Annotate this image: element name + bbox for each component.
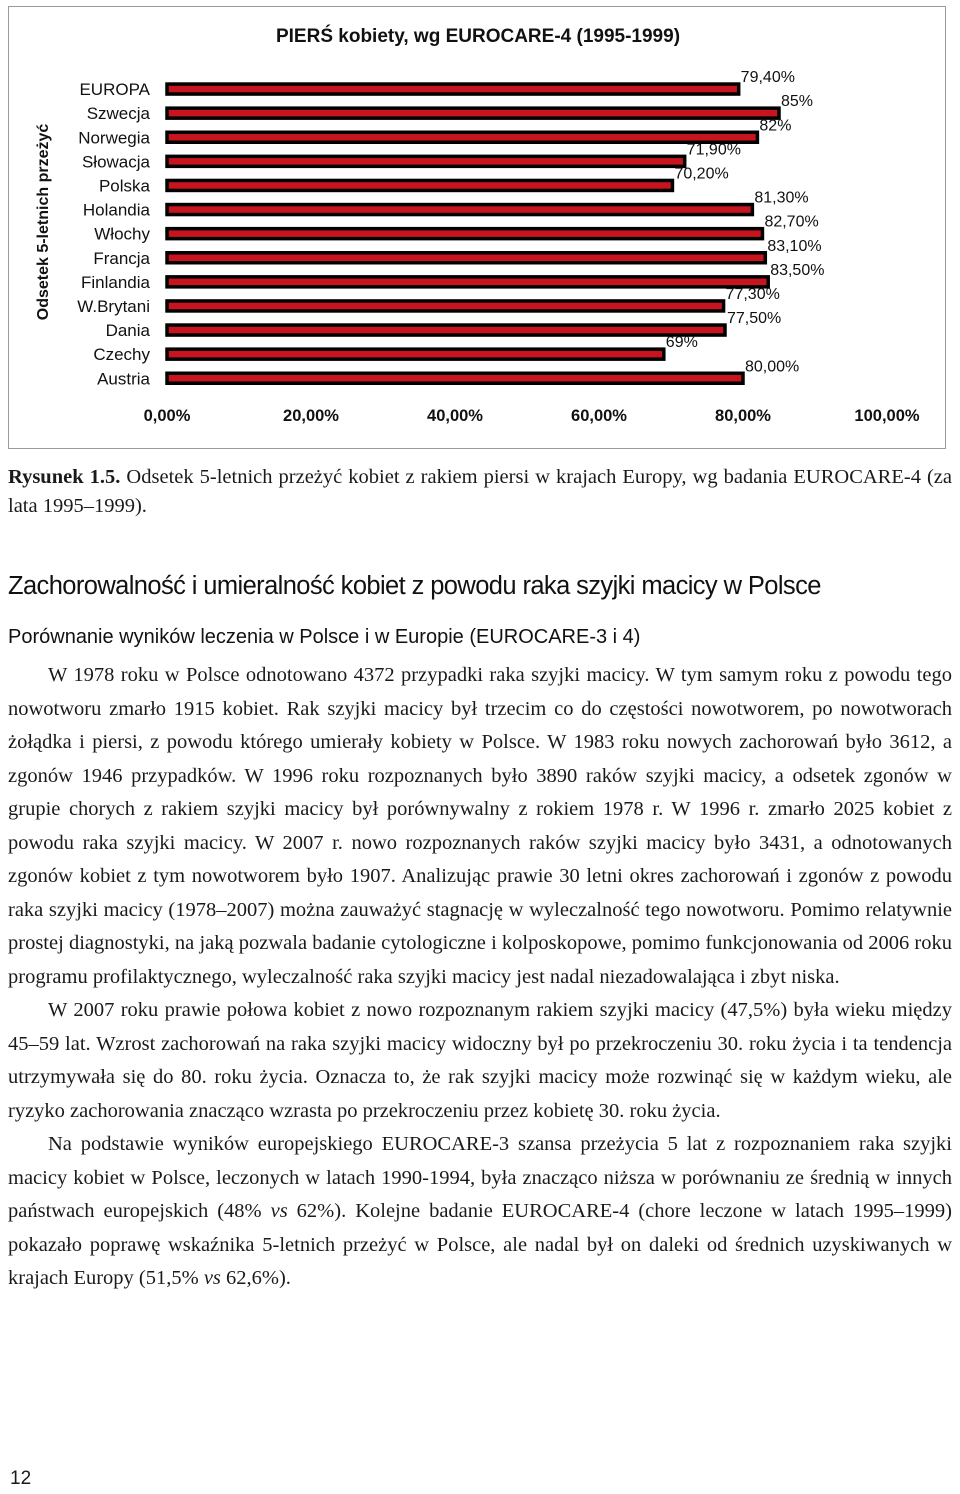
subsection-title: Porównanie wyników leczenia w Polsce i w Europie (EUROCARE-3 i 4) bbox=[8, 626, 641, 648]
data-label: 83,50% bbox=[770, 261, 825, 279]
figure-caption bbox=[8, 463, 952, 521]
data-label: 85% bbox=[781, 93, 814, 111]
paragraph-3-vs-2: vs bbox=[203, 1267, 221, 1289]
body-text bbox=[8, 659, 952, 1296]
data-label: 82,70% bbox=[764, 213, 819, 231]
bar bbox=[167, 156, 685, 166]
figure-caption-text: Odsetek 5-letnich przeżyć kobiet z rakiem piersi w krajach Europy, wg badania EUROCARE-4 (za lata 1995–1999). bbox=[8, 466, 952, 517]
x-tick-label: 100,00% bbox=[854, 407, 920, 425]
bar bbox=[167, 349, 664, 359]
category-label: Szwecja bbox=[86, 104, 150, 124]
bar bbox=[167, 84, 739, 94]
category-label: Francja bbox=[93, 248, 150, 268]
paragraph-3-part-3: 62,6%). bbox=[220, 1267, 291, 1289]
data-label: 79,40% bbox=[740, 69, 795, 87]
category-label: EUROPA bbox=[79, 80, 150, 100]
survival-bar-chart bbox=[9, 7, 947, 450]
chart-title: PIERŚ kobiety, wg EUROCARE-4 (1995-1999) bbox=[275, 26, 681, 47]
bar bbox=[167, 108, 779, 118]
x-tick-label: 0,00% bbox=[143, 407, 191, 425]
data-label: 71,90% bbox=[686, 141, 741, 159]
data-label: 81,30% bbox=[754, 189, 809, 207]
x-tick-label: 80,00% bbox=[715, 407, 771, 425]
bar bbox=[167, 229, 762, 239]
category-label: Austria bbox=[97, 369, 150, 389]
category-label: Holandia bbox=[82, 200, 150, 220]
data-label: 69% bbox=[665, 334, 698, 352]
y-axis-label: Odsetek 5-letnich przeżyć bbox=[35, 123, 52, 321]
figure-caption-label: Rysunek 1.5. bbox=[8, 466, 121, 488]
category-label: Norwegia bbox=[78, 128, 150, 148]
bar bbox=[167, 253, 765, 263]
bar bbox=[167, 373, 743, 383]
paragraph-3-part-2: 62%). Kolejne badanie EUROCARE-4 (chore leczone w latach 1995–1999) pokazało poprawę wskaźnika 5-letnich przeżyć w Polsce, ale nadal był on daleki od średnich uzyskiwanych w krajach Europy (51,5% bbox=[8, 1200, 953, 1289]
bar bbox=[167, 277, 768, 287]
category-label: Dania bbox=[105, 321, 150, 341]
bar bbox=[167, 180, 672, 190]
bar bbox=[167, 132, 757, 142]
category-label: Polska bbox=[98, 176, 150, 196]
category-label: W.Brytani bbox=[77, 296, 150, 316]
data-label: 80,00% bbox=[745, 358, 800, 376]
bar bbox=[167, 325, 725, 335]
category-label: Słowacja bbox=[81, 152, 150, 172]
data-label: 77,30% bbox=[725, 285, 780, 303]
paragraph-3-part-1: Na podstawie wyników europejskiego EUROCARE-3 szansa przeżycia 5 lat z rozpoznaniem raka szyjki macicy kobiet w Polsce, leczonych w latach 1990-1994, była znacząco niższa w porównaniu ze średnią w innych państwach europejskich (48% bbox=[8, 1133, 952, 1222]
section-title: Zachorowalność i umieralność kobiet z powodu raka szyjki macicy w Polsce bbox=[8, 572, 821, 600]
data-label: 70,20% bbox=[674, 165, 729, 183]
x-tick-label: 20,00% bbox=[283, 407, 339, 425]
data-label: 77,50% bbox=[727, 310, 782, 328]
page-number: 12 bbox=[10, 1468, 32, 1489]
x-tick-label: 60,00% bbox=[571, 407, 627, 425]
paragraph-2: W 2007 roku prawie połowa kobiet z nowo rozpoznanym rakiem szyjki macicy (47,5%) była wieku między 45–59 lat. Wzrost zachorowań na raka szyjki macicy widoczny był po przekroczeniu 30. roku życia i ta tendencja utrzymywała się do 80. roku życia. Oznacza to, że rak szyjki macicy może rozwinąć się w każdym wieku, ale ryzyko zachorowania znacząco wzrasta po przekroczeniu przez kobietę 30. roku życia. bbox=[8, 999, 952, 1122]
figure-chart bbox=[8, 6, 946, 449]
category-label: Czechy bbox=[93, 345, 150, 365]
paragraph-1: W 1978 roku w Polsce odnotowano 4372 przypadki raka szyjki macicy. W tym samym roku z powodu tego nowotworu zmarło 1915 kobiet. Rak szyjki macicy był trzecim co do częstości nowotworem, po nowotworach żołądka i piersi, z powodu którego umierały kobiety w Polsce. W 1983 roku nowych zachorowań było 3612, a zgonów 1946 przypadków. W 1996 roku rozpoznanych było 3890 raków szyjki macicy, a odsetek zgonów w grupie chorych z rakiem szyjki macicy był porównywalny z rokiem 1978 r. W 1996 r. zmarło 2025 kobiet z powodu raka szyjki macicy. W 2007 r. nowo rozpoznanych raków szyjki macicy było 3431, a odnotowanych zgonów kobiet z tym nowotworem było 1907. Analizując prawie 30 letni okres zachorowań i zgonów z powodu raka szyjki macicy (1978–2007) można zauważyć stagnację w wyleczalność tego nowotworu. Pomimo relatywnie prostej diagnostyki, na jaką pozwala badanie cytologiczne i kolposkopowe, pomimo funkcjonowania od 2006 roku programu profilaktycznego, wyleczalność raka szyjki macicy jest nadal niezadowalająca i zbyt niska. bbox=[8, 664, 952, 988]
data-label: 83,10% bbox=[767, 237, 822, 255]
bar bbox=[167, 205, 752, 215]
paragraph-3 bbox=[8, 1128, 952, 1296]
data-label: 82% bbox=[759, 117, 792, 135]
bar bbox=[167, 301, 724, 311]
x-tick-label: 40,00% bbox=[427, 407, 483, 425]
paragraph-3-vs-1: vs bbox=[270, 1200, 288, 1222]
category-label: Włochy bbox=[94, 224, 150, 244]
category-label: Finlandia bbox=[81, 272, 150, 292]
